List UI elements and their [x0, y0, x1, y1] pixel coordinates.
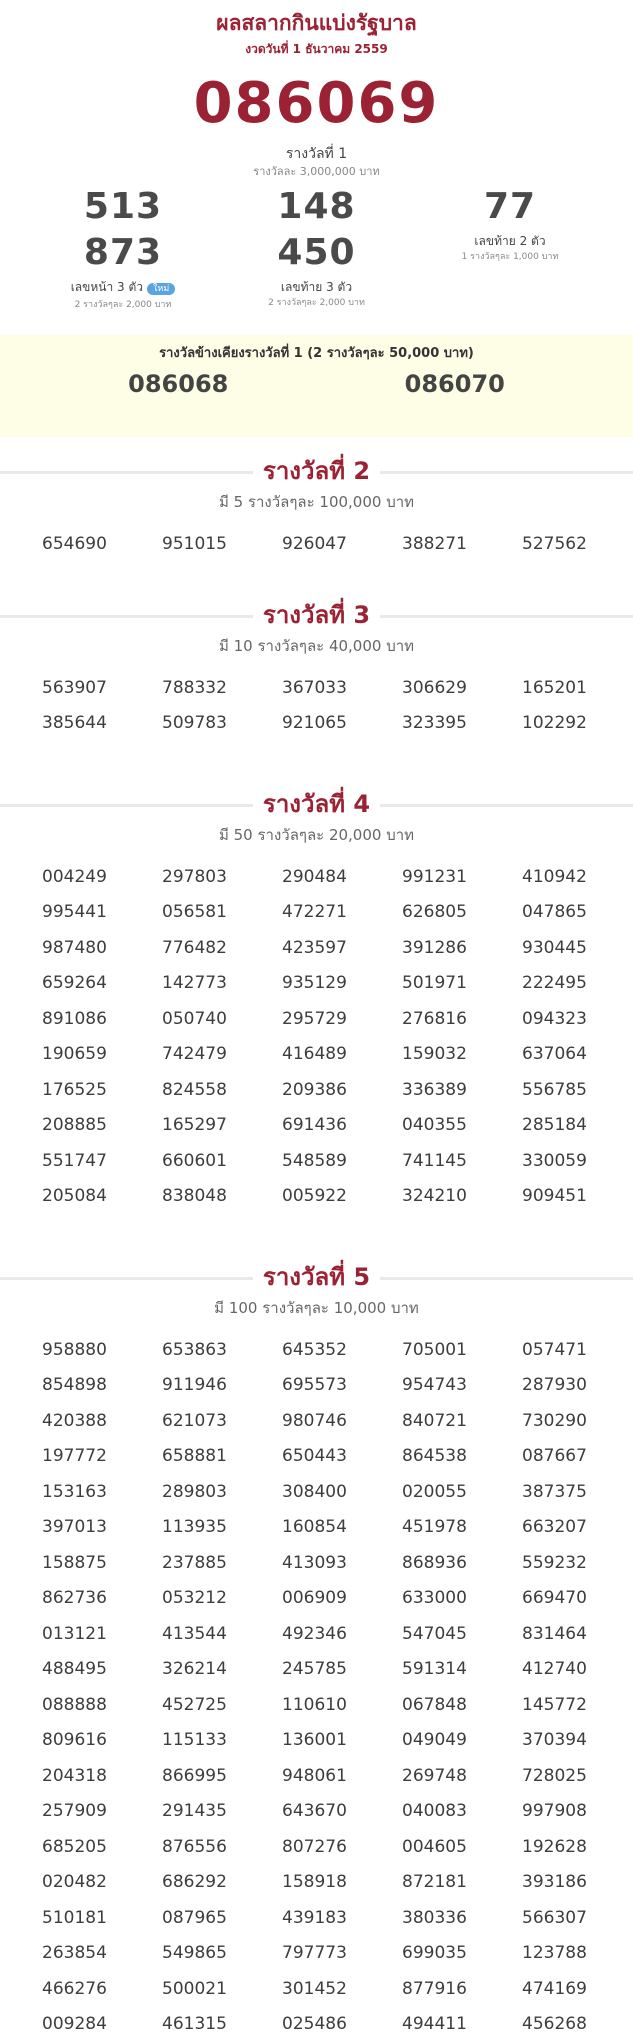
prize-title: รางวัลที่ 2 [253, 453, 380, 489]
results-header [0, 0, 633, 180]
prize-number: 047865 [522, 902, 587, 922]
prize-number: 809616 [42, 1730, 107, 1750]
prize-number: 176525 [42, 1079, 107, 1100]
prize-number: 413544 [162, 1623, 227, 1644]
prize-number: 824558 [162, 1079, 227, 1100]
prize-number: 145772 [522, 1694, 587, 1715]
prize-number: 563907 [42, 677, 107, 698]
prize-number: 591314 [402, 1659, 467, 1679]
prize-number: 930445 [522, 937, 587, 958]
prize-number: 872181 [402, 1872, 467, 1892]
prize-number: 645352 [282, 1339, 347, 1360]
prize-number: 040355 [402, 1115, 467, 1135]
prize-number: 009284 [42, 2014, 107, 2034]
prize-number: 510181 [42, 1907, 107, 1928]
prize-number: 474169 [522, 1978, 587, 1999]
page-title: ผลสลากกินแบ่งรัฐบาล [216, 11, 417, 35]
prize-number-grid [0, 1333, 633, 2043]
prize-number: 776482 [162, 937, 227, 958]
prize-heading [0, 597, 633, 633]
prize-number: 650443 [282, 1446, 347, 1466]
prize-number: 643670 [282, 1801, 347, 1821]
first-prize-label: รางวัลที่ 1 [285, 146, 348, 162]
prize-number: 987480 [42, 937, 107, 958]
prize-number: 831464 [522, 1623, 587, 1644]
prize-number: 159032 [402, 1044, 467, 1064]
prize-number: 269748 [402, 1765, 467, 1786]
prize-number: 492346 [282, 1623, 347, 1644]
back2-numbers: 77 [483, 186, 537, 227]
prize-number: 289803 [162, 1481, 227, 1502]
prize-number: 192628 [522, 1836, 587, 1857]
back2-amount: 1 รางวัลๆละ 1,000 บาท [461, 252, 559, 262]
prize-number: 388271 [402, 534, 467, 554]
prize-number: 566307 [522, 1907, 587, 1928]
prize-number: 663207 [522, 1517, 587, 1537]
prize-title: รางวัลที่ 3 [253, 597, 380, 633]
prize-number: 935129 [282, 973, 347, 993]
prize-number: 287930 [522, 1375, 587, 1395]
prize-number: 245785 [282, 1659, 347, 1679]
prize-number: 909451 [522, 1186, 587, 1206]
prize-number: 926047 [282, 534, 347, 554]
prize-number: 741145 [402, 1150, 467, 1171]
prize-number: 695573 [282, 1375, 347, 1395]
prize-number: 087667 [522, 1446, 587, 1466]
prize-number: 087965 [162, 1907, 227, 1928]
prize-number: 527562 [522, 534, 587, 554]
prize-number: 633000 [402, 1588, 467, 1608]
prize-number: 958880 [42, 1339, 107, 1360]
prize-sections [0, 453, 633, 2043]
near-first-number: 086068 [128, 370, 229, 398]
prize-number: 142773 [162, 973, 227, 993]
prize-number: 115133 [162, 1730, 227, 1750]
prize-number: 654690 [42, 534, 107, 554]
near-first-prize [0, 335, 633, 437]
prize-number: 276816 [402, 1008, 467, 1029]
prize-subtitle: มี 5 รางวัลๆละ 100,000 บาท [218, 493, 415, 511]
prize-number: 742479 [162, 1044, 227, 1064]
prize-number: 686292 [162, 1872, 227, 1892]
prize-number: 416489 [282, 1044, 347, 1064]
prize-number: 488495 [42, 1659, 107, 1679]
front3-numbers: 513 873 [83, 186, 163, 273]
prize-number: 330059 [522, 1150, 587, 1171]
prize-heading [0, 786, 633, 822]
prize-number: 866995 [162, 1765, 227, 1786]
prize-title: รางวัลที่ 5 [253, 1259, 380, 1295]
prize-number: 153163 [42, 1481, 107, 1502]
prize-number: 691436 [282, 1115, 347, 1135]
prize-number: 658881 [162, 1446, 227, 1466]
prize-number: 025486 [282, 2014, 347, 2034]
prize-number: 367033 [282, 677, 347, 698]
prize-number: 110610 [282, 1694, 347, 1715]
prize-number: 308400 [282, 1481, 347, 1502]
prize-number: 222495 [522, 973, 587, 993]
prize-number: 500021 [162, 1978, 227, 1999]
prize-number: 004249 [42, 866, 107, 887]
prize-section [0, 453, 633, 563]
near-first-number: 086070 [404, 370, 505, 398]
back2-prize [435, 184, 585, 312]
prize-number: 621073 [162, 1410, 227, 1431]
prize-number: 049049 [402, 1730, 467, 1750]
prize-number: 868936 [402, 1552, 467, 1573]
prize-section [0, 597, 633, 742]
prize-number: 653863 [162, 1339, 227, 1360]
prize-subtitle: มี 10 รางวัลๆละ 40,000 บาท [218, 636, 415, 655]
prize-number: 057471 [522, 1339, 587, 1360]
prize-number: 413093 [282, 1552, 347, 1573]
prize-number: 136001 [282, 1730, 347, 1750]
prize-number: 123788 [522, 1943, 587, 1963]
prize-number: 088888 [42, 1694, 107, 1715]
prize-number: 951015 [162, 534, 227, 554]
prize-number: 006909 [282, 1588, 347, 1608]
prize-number: 387375 [522, 1481, 587, 1502]
prize-number: 556785 [522, 1079, 587, 1100]
prize-number: 439183 [282, 1907, 347, 1928]
prize-number: 385644 [42, 713, 107, 733]
prize-number: 876556 [162, 1836, 227, 1857]
back3-numbers: 148 450 [277, 186, 356, 273]
prize-number: 788332 [162, 677, 227, 698]
prize-number: 208885 [42, 1115, 107, 1135]
prize-number: 237885 [162, 1552, 227, 1573]
prize-number: 980746 [282, 1410, 347, 1431]
prize-number: 466276 [42, 1978, 107, 1999]
prize-number: 705001 [402, 1339, 467, 1360]
back3-amount: 2 รางวัลๆละ 2,000 บาท [268, 298, 365, 308]
prize-subtitle: มี 50 รางวัลๆละ 20,000 บาท [218, 825, 415, 844]
prize-number: 290484 [282, 866, 347, 887]
prize-number: 257909 [42, 1801, 107, 1821]
prize-number: 324210 [402, 1186, 467, 1206]
prize-number: 297803 [162, 866, 227, 887]
prize-number: 326214 [162, 1659, 227, 1679]
prize-section [0, 1259, 633, 2043]
prize-number: 013121 [42, 1623, 107, 1644]
back3-label: เลขท้าย 3 ตัว [280, 280, 353, 294]
prize-number: 509783 [162, 713, 227, 733]
prize-number-grid [0, 860, 633, 1215]
prize-number: 637064 [522, 1044, 587, 1064]
prize-number: 501971 [402, 973, 467, 993]
small-prizes-row [0, 184, 633, 312]
prize-number: 056581 [162, 902, 227, 922]
prize-number: 877916 [402, 1978, 467, 1999]
back3-prize [242, 184, 392, 312]
prize-number: 921065 [282, 713, 347, 733]
prize-number: 660601 [162, 1150, 227, 1171]
prize-number: 911946 [162, 1375, 227, 1395]
prize-number: 659264 [42, 973, 107, 993]
prize-heading [0, 453, 633, 489]
prize-number: 306629 [402, 677, 467, 698]
prize-number: 291435 [162, 1801, 227, 1821]
prize-number: 113935 [162, 1517, 227, 1537]
prize-number: 380336 [402, 1907, 467, 1928]
prize-number: 864538 [402, 1446, 467, 1466]
prize-number: 020482 [42, 1872, 107, 1892]
prize-number: 728025 [522, 1765, 587, 1786]
back2-label: เลขท้าย 2 ตัว [474, 234, 546, 248]
prize-number: 451978 [402, 1517, 467, 1537]
prize-number: 040083 [402, 1801, 467, 1821]
prize-number: 862736 [42, 1588, 107, 1608]
prize-number: 004605 [402, 1836, 467, 1857]
prize-number: 190659 [42, 1044, 107, 1064]
prize-number: 391286 [402, 937, 467, 958]
prize-number: 209386 [282, 1079, 347, 1100]
prize-number: 472271 [282, 902, 347, 922]
prize-number: 370394 [522, 1730, 587, 1750]
prize-number: 197772 [42, 1446, 107, 1466]
prize-number: 205084 [42, 1186, 107, 1206]
prize-number-grid [0, 527, 633, 563]
prize-number: 548589 [282, 1150, 347, 1171]
prize-number: 840721 [402, 1410, 467, 1431]
prize-number: 285184 [522, 1115, 587, 1135]
prize-number: 263854 [42, 1943, 107, 1963]
prize-number: 699035 [402, 1943, 467, 1963]
first-prize-amount: รางวัลละ 3,000,000 บาท [253, 165, 380, 178]
prize-number: 397013 [42, 1517, 107, 1537]
prize-number-grid [0, 671, 633, 742]
first-prize-number: 086069 [193, 71, 440, 136]
prize-number: 891086 [42, 1008, 107, 1029]
prize-number: 954743 [402, 1375, 467, 1395]
prize-number: 295729 [282, 1008, 347, 1029]
prize-number: 997908 [522, 1801, 587, 1821]
prize-number: 158918 [282, 1872, 347, 1892]
prize-number: 412740 [522, 1659, 587, 1679]
prize-number: 336389 [402, 1079, 467, 1100]
prize-number: 053212 [162, 1588, 227, 1608]
prize-number: 393186 [522, 1872, 587, 1892]
prize-number: 423597 [282, 937, 347, 958]
prize-number: 165201 [522, 677, 587, 698]
prize-title: รางวัลที่ 4 [253, 786, 380, 822]
prize-number: 160854 [282, 1517, 347, 1537]
prize-number: 301452 [282, 1978, 347, 1999]
prize-number: 420388 [42, 1410, 107, 1431]
prize-number: 730290 [522, 1410, 587, 1431]
prize-number: 685205 [42, 1836, 107, 1857]
prize-number: 838048 [162, 1186, 227, 1206]
prize-number: 854898 [42, 1375, 107, 1395]
prize-number: 797773 [282, 1943, 347, 1963]
prize-number: 158875 [42, 1552, 107, 1573]
prize-number: 094323 [522, 1008, 587, 1029]
prize-number: 102292 [522, 713, 587, 733]
prize-number: 991231 [402, 866, 467, 887]
draw-date: งวดวันที่ 1 ธันวาคม 2559 [245, 42, 388, 56]
prize-number: 995441 [42, 902, 107, 922]
prize-number: 204318 [42, 1765, 107, 1786]
prize-subtitle: มี 100 รางวัลๆละ 10,000 บาท [214, 1298, 419, 1317]
front3-label: เลขหน้า 3 ตัว [70, 280, 144, 294]
near-first-title: รางวัลข้างเคียงรางวัลที่ 1 (2 รางวัลๆละ 50,000 บาท) [159, 346, 474, 361]
prize-number: 547045 [402, 1623, 467, 1644]
prize-number: 165297 [162, 1115, 227, 1135]
prize-number: 626805 [402, 902, 467, 922]
prize-section [0, 786, 633, 1215]
front3-amount: 2 รางวัลๆละ 2,000 บาท [74, 300, 172, 310]
front3-prize [48, 184, 198, 312]
prize-number: 948061 [282, 1765, 347, 1786]
prize-number: 669470 [522, 1588, 587, 1608]
prize-number: 005922 [282, 1186, 347, 1206]
prize-number: 559232 [522, 1552, 587, 1573]
prize-number: 807276 [282, 1836, 347, 1857]
prize-heading [0, 1259, 633, 1295]
prize-number: 410942 [522, 866, 587, 887]
prize-number: 323395 [402, 713, 467, 733]
prize-number: 452725 [162, 1694, 227, 1715]
new-badge: ใหม่ [147, 283, 175, 295]
prize-number: 020055 [402, 1481, 467, 1502]
prize-number: 551747 [42, 1150, 107, 1171]
prize-number: 050740 [162, 1008, 227, 1029]
prize-number: 549865 [162, 1943, 227, 1963]
prize-number: 461315 [162, 2014, 227, 2034]
prize-number: 456268 [522, 2014, 587, 2034]
prize-number: 494411 [402, 2014, 467, 2034]
prize-number: 067848 [402, 1694, 467, 1715]
